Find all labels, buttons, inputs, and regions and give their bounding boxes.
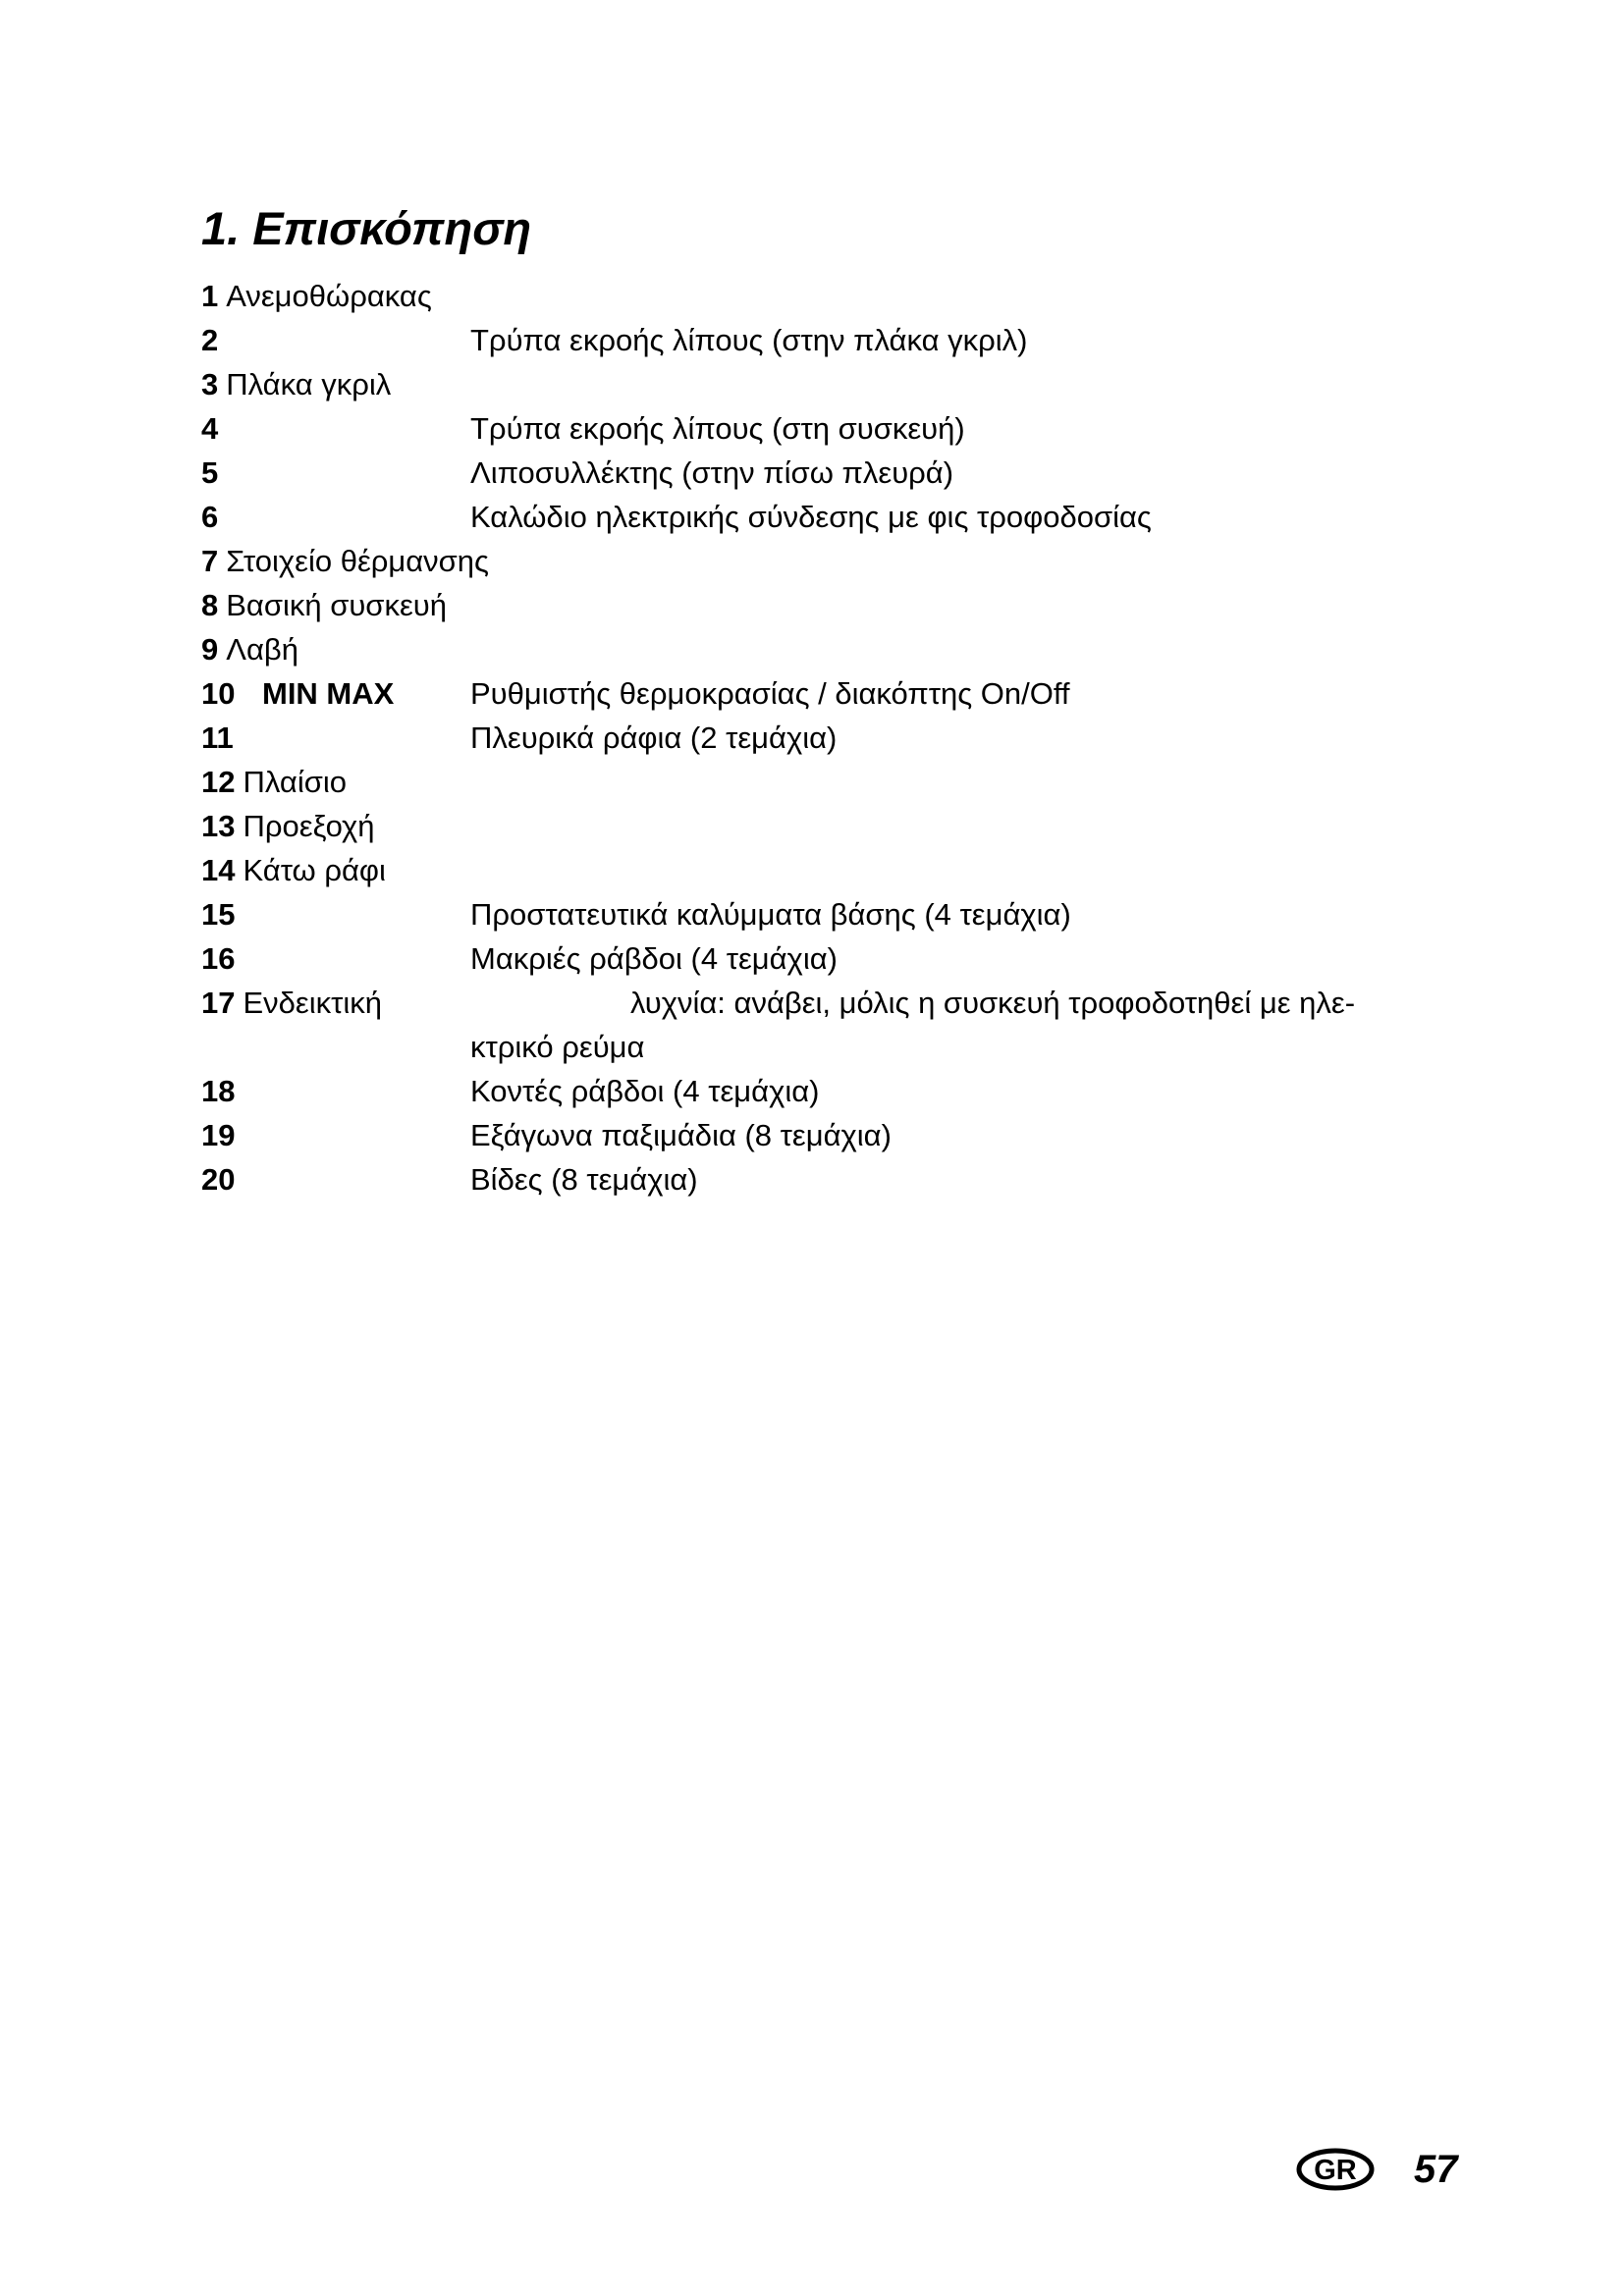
item-label: Προεξοχή xyxy=(243,809,375,843)
item-description: Καλώδιο ηλεκτρικής σύνδεσης με φις τροφοδοσίας xyxy=(470,500,1152,534)
item-description: κτρικό ρεύμα xyxy=(470,1030,645,1064)
item-description: Προστατευτικά καλύμματα βάσης (4 τεμάχια) xyxy=(470,897,1071,932)
item-label: Λαβή xyxy=(226,632,298,667)
list-item xyxy=(201,939,838,984)
item-number: 1 xyxy=(201,279,219,313)
item-description: Μακριές ράβδοι (4 τεμάχια) xyxy=(470,941,838,976)
item-number: 6 xyxy=(201,500,219,534)
list-item xyxy=(201,895,1071,939)
item-description: Βίδες (8 τεμάχια) xyxy=(470,1162,698,1197)
page-title: 1. Επισκόπηση xyxy=(201,202,532,254)
item-number: 10 xyxy=(201,676,236,711)
item-label: Ανεμοθώρακας xyxy=(226,279,432,313)
list-item xyxy=(201,807,375,851)
list-item xyxy=(201,365,391,409)
list-item xyxy=(201,321,1028,365)
item-label: Στοιχείο θέρμανσης xyxy=(226,544,489,578)
list-item xyxy=(201,851,386,895)
item-number: 18 xyxy=(201,1074,236,1108)
item-number: 7 xyxy=(201,544,219,578)
page-footer xyxy=(1296,2140,1458,2199)
item-description: Κοντές ράβδοι (4 τεμάχια) xyxy=(470,1074,820,1108)
item-number: 19 xyxy=(201,1118,236,1152)
list-item xyxy=(201,984,1356,1028)
item-label: Βασική συσκευή xyxy=(226,588,447,622)
item-number: 14 xyxy=(201,853,236,887)
list-item xyxy=(201,454,954,498)
list-item xyxy=(201,586,447,630)
item-number: 13 xyxy=(201,809,236,843)
item-description: Λιποσυλλέκτης (στην πίσω πλευρά) xyxy=(470,455,954,490)
list-item xyxy=(201,542,489,586)
gr-oval-icon xyxy=(1296,2148,1375,2191)
item-label: Πλαίσιο xyxy=(243,765,347,799)
item-description: Τρύπα εκροής λίπους (στη συσκευή) xyxy=(470,411,965,446)
list-item xyxy=(201,630,298,674)
item-description: λυχνία: ανάβει, μόλις η συσκευή τροφοδοτηθεί με ηλε- xyxy=(630,986,1356,1020)
page-number: 57 xyxy=(1414,2148,1458,2191)
item-number: 2 xyxy=(201,323,219,357)
item-number: 15 xyxy=(201,897,236,932)
item-number: 12 xyxy=(201,765,236,799)
item-description: Τρύπα εκροής λίπους (στην πλάκα γκριλ) xyxy=(470,323,1028,357)
item-number: 20 xyxy=(201,1162,236,1197)
item-label: Πλάκα γκριλ xyxy=(226,367,392,401)
item-label: Ενδεικτική xyxy=(243,986,382,1020)
list-item xyxy=(201,1116,892,1160)
item-number: 17 xyxy=(201,986,236,1020)
item-number: 4 xyxy=(201,411,219,446)
item-number: 3 xyxy=(201,367,219,401)
list-item xyxy=(201,277,432,321)
country-badge xyxy=(1296,2148,1375,2191)
list-item xyxy=(201,674,1070,719)
item-number: 9 xyxy=(201,632,219,667)
item-label: Κάτω ράφι xyxy=(243,853,386,887)
item-number: 11 xyxy=(201,721,234,755)
list-item xyxy=(201,719,838,763)
list-item xyxy=(201,763,347,807)
list-item xyxy=(201,1160,698,1204)
country-code: GR xyxy=(1314,2155,1357,2186)
item-number: 8 xyxy=(201,588,219,622)
item-number: 16 xyxy=(201,941,236,976)
item-number: 5 xyxy=(201,455,219,490)
item-tag: MIN MAX xyxy=(262,676,395,711)
item-description: Πλευρικά ράφια (2 τεμάχια) xyxy=(470,721,838,755)
list-item xyxy=(201,1072,820,1116)
list-item xyxy=(201,498,1152,542)
list-item xyxy=(201,409,965,454)
item-description: Εξάγωνα παξιμάδια (8 τεμάχια) xyxy=(470,1118,892,1152)
item-description: Ρυθμιστής θερμοκρασίας / διακόπτης On/Off xyxy=(470,676,1070,711)
